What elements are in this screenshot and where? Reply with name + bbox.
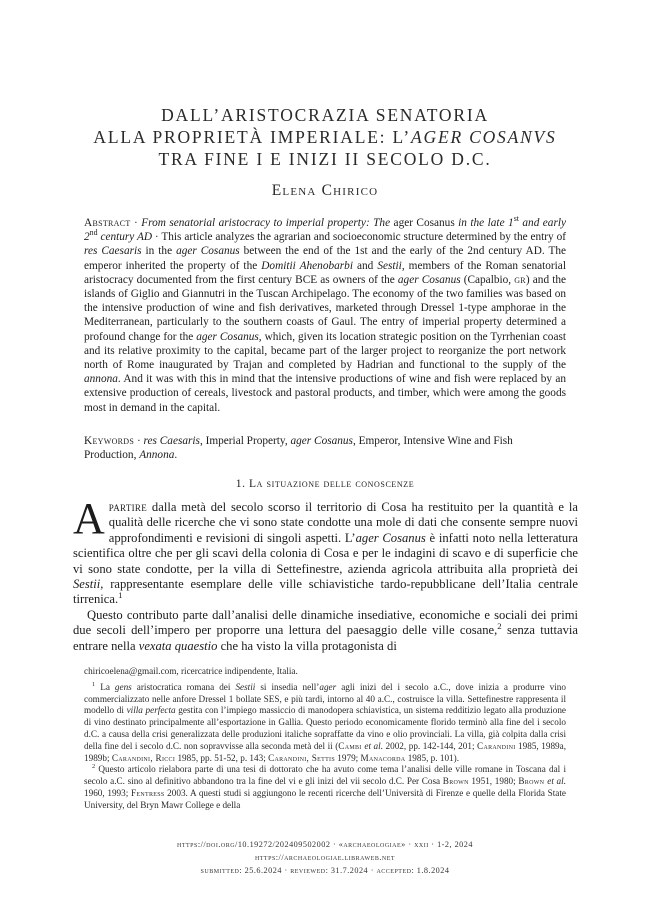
footnote-text: gestita con l’impiego massiccio di manodopera schiavistica, un sistema redditizio legato alla produzione di vino destinato principalmente all’esportazione in Gallia. Questo periodo economicamente florido terminò alla fine del i secolo d.C. a causa della crisi generalizzata delle produzioni italiche sopraffatte da vino e olio provinciali. La villa, già colpita dalla crisi della fine del i secolo d.C. non sopravvisse alla seconda metà del ii ( (84, 705, 567, 751)
footnote-citation: Carandini (477, 740, 516, 751)
abstract-text: (Capalbio, (460, 273, 515, 286)
section-heading: 1. La situazione delle conoscenze (235, 478, 415, 490)
footnote-citation: Brown (518, 776, 548, 787)
abstract-text: nd (89, 228, 98, 238)
footnote-text: Sestii (235, 681, 256, 692)
footnote-number: 2 (92, 763, 96, 771)
body-text-run: vexata quaestio (138, 638, 218, 653)
title-line-1: DALL’ARISTOCRAZIA SENATORIA (161, 105, 489, 125)
abstract-text: st (513, 214, 519, 224)
keywords-label: Keywords (84, 435, 135, 447)
title-line-2-text: ALLA PROPRIETÀ IMPERIALE: L’ (93, 127, 412, 147)
footnote-text: agli inizi del i secolo a.C., dove inizia a produrre vino commercializzato nelle anfore Dressel 1 bollate SES, e più tardi, intorno al 40 a.C., costruisce la villa. Settefinestre rappresenta il modello di (84, 681, 566, 716)
footnote-text: Questo articolo rielabora parte di una tesi di dottorato che ha avuto come tema l’analisi delle ville romane in Toscana dal i secolo a.C. sino al definitivo abbandono tra la fine del vi e gli inizi del vii secolo d.C. Per Cosa (84, 764, 566, 787)
body-text-run: , rappresentante esemplare delle ville schiavistiche tardo-repubblicane dell’Italia centrale tirrenica. (73, 577, 578, 607)
abstract-text: and (352, 259, 378, 272)
abstract-text: in the late 1 (458, 217, 514, 229)
footnote-citation: Cambi (338, 740, 365, 751)
footnote-ref[interactable]: 1 (118, 590, 123, 601)
footnote-text: si insedia nell’ (255, 681, 320, 692)
keywords (84, 434, 566, 462)
abstract-text: ager Cosanus (390, 217, 459, 229)
footnote-text: ager (319, 681, 337, 692)
footnote-text: gens (114, 681, 132, 692)
footnote-text: 2003. A questi studi si aggiungono le recenti ricerche dell’Università di Firenze e quelle della Florida State University, del Bryn Mawr College e della (84, 787, 566, 810)
abstract-text: ager Cosanus (397, 273, 461, 286)
footnote-1 (84, 682, 566, 765)
author-contact: chiricoelena@gmail.com, ricercatrice indipendente, Italia. (84, 666, 298, 676)
footnote-citation: Manacorda (360, 752, 406, 763)
keywords-text: . (174, 449, 178, 462)
footnote-citation: Carandini, Ricci (111, 752, 176, 763)
footnote-text: 1985, p. 101). (405, 752, 459, 763)
footnote-text: et al. (547, 776, 566, 787)
abstract-text: Domitii Ahenobarbi (261, 259, 353, 272)
footnote-text: aristocratica romana dei (131, 681, 236, 692)
footnote-2 (84, 764, 566, 811)
abstract-text: century AD (97, 231, 153, 244)
abstract-text: Sestii (377, 259, 402, 272)
body-paragraph (73, 608, 578, 654)
keywords-text: ager Cosanus (290, 435, 353, 447)
keywords-text: · (134, 435, 144, 447)
abstract-text: ager Cosanus (176, 245, 240, 258)
journal-link[interactable]: https://archaeologiae.libraweb.net (254, 853, 396, 862)
abstract-text: between the end of the 1st and the early of the 2nd century AD. The emperor inherited the property of the (84, 245, 567, 272)
footnote-text: et al. (364, 740, 383, 751)
body-text-run: ager Cosanus (355, 530, 426, 545)
abstract-text: annona (84, 373, 118, 386)
submission-dates: submitted: 25.6.2024 · reviewed: 31.7.2024 · accepted: 1.8.2024 (200, 866, 450, 875)
footnote-citation: Carandini, Settis (268, 752, 335, 763)
abstract (84, 216, 566, 415)
abstract-text: , members of the Roman senatorial aristocracy documented from the first century BCE as owners of the (84, 259, 566, 286)
keywords-text: res Caesaris (143, 435, 200, 447)
doi-link[interactable]: https://doi.org/10.19272/202409502002 · «archaeologiae» · xxii · 1-2, 2024 (177, 840, 473, 849)
footnote-ref[interactable]: 2 (497, 621, 502, 632)
abstract-text: which, given its location strategic position on the Tyrrhenian coast and its relative proximity to the capital, became part of the larger project to reorganize the port network north of Rome inaugurated by Trajan and completed by Hadrian and functional to the supply of the (84, 330, 566, 372)
drop-cap: A (73, 494, 105, 543)
body-text-run: Sestii (73, 577, 101, 592)
footnote-text: 1979; (335, 752, 361, 763)
footnote-text: 1985, 1989a, 1989b; (84, 740, 566, 763)
abstract-text: ) and the islands of Giglio and Giannutri in the Tuscan Archipelago. The economy of the two families was based on the intensive production of wine and fish derivatives, marketed through Dressel 1-type amphorae in the Mediterranean, particularly to the southern coasts of Gaul. The entry of imperial property determined a profound change for the (84, 273, 566, 343)
title-line-2 (0, 126, 650, 148)
abstract-text: ager Cosanus, (196, 330, 262, 343)
abstract-text: . And it was with this in mind that the intensive productions of wine and fish were replaced by an extensive production of cereals, livestock and pastoral products, and timber, which were among the goods most in demand in the capital. (84, 373, 566, 414)
footnote-text: 1985, pp. 51-52, p. 143; (175, 752, 269, 763)
body-paragraph (73, 494, 579, 608)
body-text-run: senza tuttavia entrare nella (73, 623, 578, 653)
abstract-label: Abstract (84, 217, 131, 229)
footnotes (84, 666, 566, 812)
body-text-run: partire (108, 500, 148, 514)
title-line-3: TRA FINE I E INIZI II SECOLO D.C. (158, 149, 492, 169)
footnote-citation: Brown (442, 776, 469, 787)
body-text-run: dalla metà del secolo scorso il territorio di Cosa ha restituito per la quantità e la qualità delle ricerche che vi sono state condotte una mole di dati che consente sempre nuovi approfondimenti e revisioni di singoli aspetti. L’ (108, 500, 578, 545)
footnote-text: villa perfecta (126, 705, 176, 716)
footnote-text: La (95, 681, 115, 692)
abstract-text: res Caesaris (84, 245, 142, 258)
abstract-text: · (130, 217, 142, 229)
footnote-text: 1951, 1980; (468, 776, 519, 787)
keywords-text: , Imperial Property, (199, 435, 291, 447)
body-text-run: che ha visto la villa protagonista di (217, 638, 397, 653)
abstract-text: From senatorial aristocracy to imperial property: The (141, 217, 391, 229)
keywords-text: , Emperor, Intensive Wine and Fish Production, (84, 435, 513, 462)
title-line-2-italic: AGER COSANVS (411, 127, 557, 147)
abstract-text: in the (141, 245, 177, 258)
abstract-text: gr (514, 273, 526, 286)
footnote-number: 1 (92, 680, 96, 688)
keywords-text: Annona (139, 449, 175, 462)
footnote-citation: Fentress (130, 787, 165, 798)
footnote-text: 2002, pp. 142-144, 201; (383, 740, 478, 751)
abstract-text: and early 2 (84, 217, 567, 244)
footnote-text: 1960, 1993; (84, 787, 131, 798)
body-text (73, 494, 579, 654)
author-name: Elena Chirico (271, 182, 379, 199)
body-text-run: è infatti noto nella letteratura scientifica oltre che per gli scavi della colonia di Cosa e per le indagini di scavo e di superficie che vi sono state condotte, per la villa di Settefinestre, azienda agricola attribuita alla proprietà dei (73, 530, 579, 576)
article-title (0, 104, 650, 170)
abstract-text: · This article analyzes the agrarian and socioeconomic structure determined by the entry of (152, 231, 566, 244)
page-footer (0, 838, 650, 877)
body-text-run: Questo contributo parte dall’analisi delle dinamiche insediative, economiche e sociali dei primi due secoli dell’impero per proporre una lettura del paesaggio delle ville cosane, (73, 607, 578, 638)
